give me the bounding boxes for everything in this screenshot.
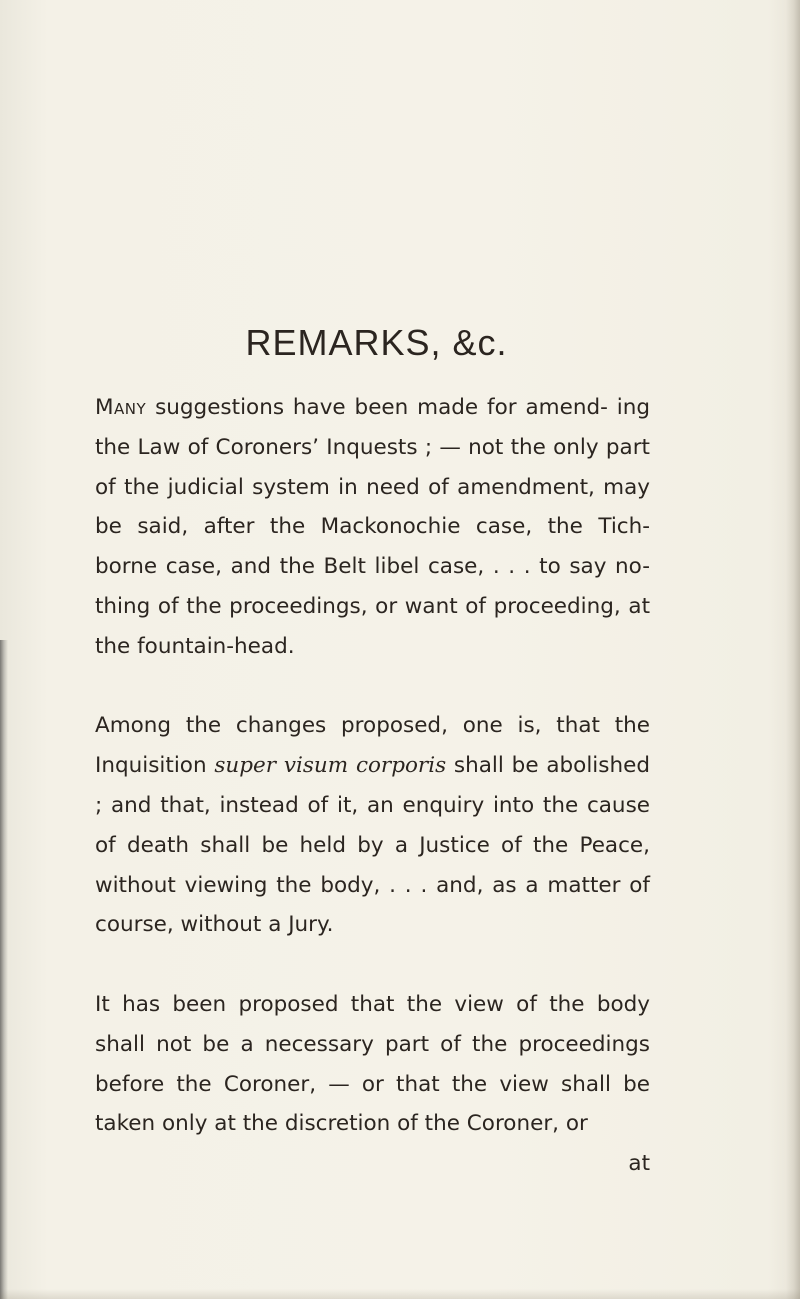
page-edge-bottom — [0, 1289, 800, 1299]
page-text-block — [95, 314, 650, 1184]
paragraph-1 — [95, 388, 650, 667]
paragraph-2 — [95, 706, 650, 945]
paragraph-2-text-after: shall be abolished ; and that, instead of it, an enquiry into the cause of death shall be held by a Justice of the Peace, without viewing the body, . . . and, as a matter of course, without a Jury. — [95, 753, 650, 938]
paragraph-1-text: suggestions have been made for amend- ing the Law of Coroners’ Inquests ; — not the only part of the judicial system in need of amendment, may be said, after the Mackonochie case, the Tich- borne case, and the Belt libel case, . . . to say no- thing of the proceedings, or want of proceeding, at the fountain-head. — [95, 395, 650, 659]
paragraph-2-italic-phrase: super visum corporis — [214, 753, 447, 779]
catchword: at — [628, 1151, 650, 1177]
paragraph-1-lead: Many — [95, 395, 147, 420]
paragraph-2-text-before: Among the changes proposed, one is, that the Inquisition — [95, 713, 650, 779]
page-edge-right — [786, 0, 800, 1299]
paragraph-3-text: It has been proposed that the view of the body shall not be a necessary part of the proceedings before the Coroner, — or that the view shall be taken only at the discretion of the Coroner, or — [95, 991, 650, 1137]
page-edge-left — [0, 640, 8, 1299]
page-heading: REMARKS, &c. — [245, 322, 508, 363]
paragraph-3 — [95, 985, 650, 1184]
